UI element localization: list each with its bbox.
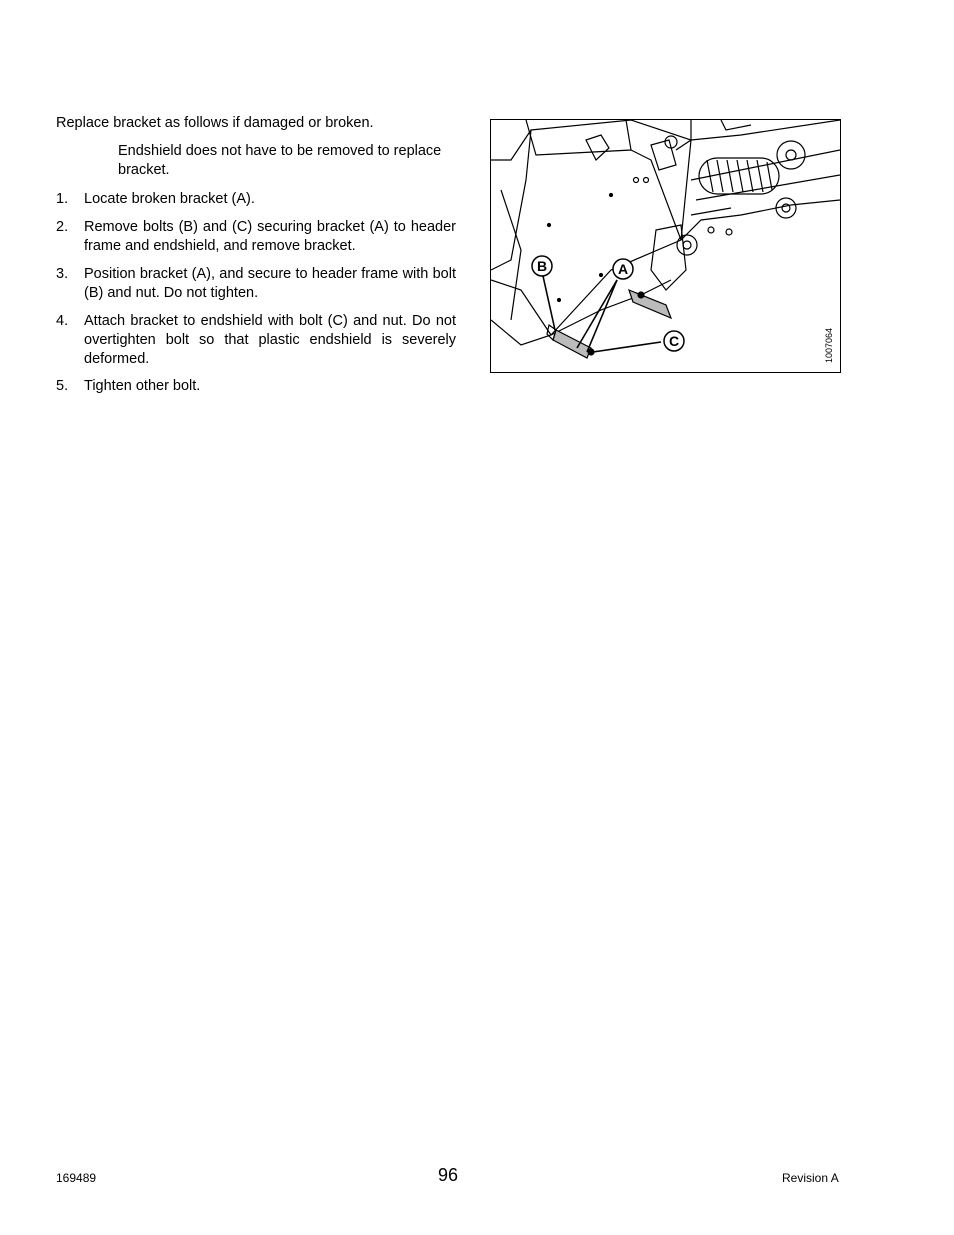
svg-text:B: B: [536, 258, 548, 274]
step-number: 4.: [56, 313, 69, 329]
step-number: 3.: [56, 266, 69, 282]
step-number: 1.: [56, 191, 69, 207]
page-number: 96: [438, 1165, 459, 1185]
doc-number: 169489: [56, 1171, 97, 1185]
revision-label: Revision A: [782, 1171, 839, 1185]
machine-linework: [491, 120, 840, 358]
illustration-drawing: [491, 120, 840, 372]
callout-a: [613, 259, 633, 279]
step-4: [56, 312, 456, 369]
callout-b: [532, 256, 552, 276]
step-text: Attach bracket to endshield with bolt (C) and nut. Do not overtighten bolt so that plastic endshield is severely deformed.: [84, 313, 456, 367]
figure-id: 1007064: [824, 327, 834, 363]
step-text: Remove bolts (B) and (C) securing bracket (A) to header frame and endshield, and remove bracket.: [84, 219, 456, 254]
step-3: [56, 265, 456, 303]
step-text: Position bracket (A), and secure to header frame with bolt (B) and nut. Do not tighten.: [84, 266, 456, 301]
svg-text:A: A: [617, 261, 629, 277]
step-text: Tighten other bolt.: [84, 378, 201, 394]
step-text: Locate broken bracket (A).: [84, 191, 255, 207]
callout-c: [664, 331, 684, 351]
step-5: [56, 377, 456, 396]
step-2: [56, 218, 456, 256]
bracket-illustration: [490, 119, 841, 373]
intro-paragraph: Replace bracket as follows if damaged or broken.: [56, 115, 374, 131]
step-1: [56, 190, 456, 209]
svg-text:C: C: [668, 333, 680, 349]
note-text: Endshield does not have to be removed to replace bracket.: [118, 143, 442, 178]
step-number: 2.: [56, 219, 69, 235]
step-number: 5.: [56, 378, 69, 394]
